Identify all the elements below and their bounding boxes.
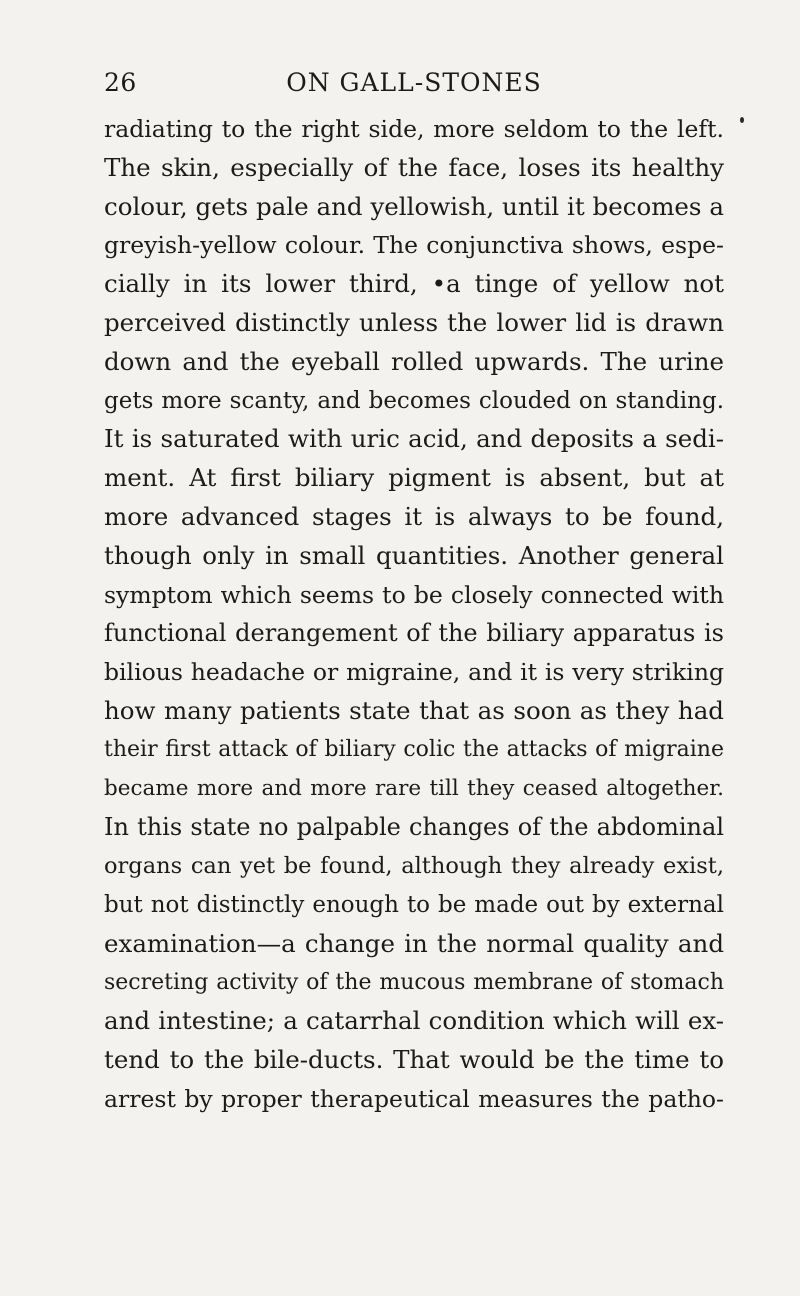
text-line: how many patients state that as soon as they had	[104, 695, 724, 725]
page-number: 26	[104, 68, 137, 97]
text-line: greyish-yellow colour. The conjunctiva shows, espe-	[104, 231, 724, 260]
body-text	[104, 110, 724, 1119]
text-line: The skin, especially of the face, loses its healthy	[104, 152, 724, 182]
text-line: tend to the bile-ducts. That would be the time to	[104, 1045, 724, 1075]
text-line: cially in its lower third, •a tinge of yellow not	[104, 269, 724, 299]
print-speck	[740, 117, 744, 123]
text-line: radiating to the right side, more seldom to the left.	[104, 115, 724, 143]
text-line: organs can yet be found, although they already exist,	[104, 853, 724, 880]
text-line: though only in small quantities. Another general	[104, 540, 724, 570]
text-line: ment. At first biliary pigment is absent, but at	[104, 463, 724, 493]
text-line: colour, gets pale and yellowish, until it becomes a	[104, 191, 724, 221]
text-line: down and the eyeball rolled upwards. The urine	[104, 346, 724, 376]
text-line: became more and more rare till they ceased altogether.	[104, 775, 724, 801]
text-line: and intestine; a catarrhal condition which will ex-	[104, 1006, 724, 1036]
text-line: functional derangement of the biliary apparatus is	[104, 619, 724, 648]
text-line: arrest by proper therapeutical measures the patho-	[104, 1084, 724, 1113]
text-line: more advanced stages it is always to be found,	[104, 501, 724, 531]
text-line: symptom which seems to be closely connected with	[104, 580, 724, 609]
running-title: ON GALL-STONES	[286, 68, 542, 97]
running-head	[104, 68, 724, 102]
text-line: but not distinctly enough to be made out by external	[104, 891, 724, 918]
text-line: It is saturated with uric acid, and deposits a sedi-	[104, 424, 724, 454]
text-line: examination—a change in the normal quality and	[104, 928, 724, 958]
text-line: In this state no palpable changes of the abdominal	[104, 813, 724, 842]
text-line: bilious headache or migraine, and it is very striking	[104, 658, 724, 687]
text-line: gets more scanty, and becomes clouded on standing.	[104, 387, 724, 414]
text-line: their first attack of biliary colic the attacks of migraine	[104, 736, 724, 762]
text-line: secreting activity of the mucous membrane of stomach	[104, 969, 724, 995]
text-line: perceived distinctly unless the lower lid is drawn	[104, 307, 724, 337]
